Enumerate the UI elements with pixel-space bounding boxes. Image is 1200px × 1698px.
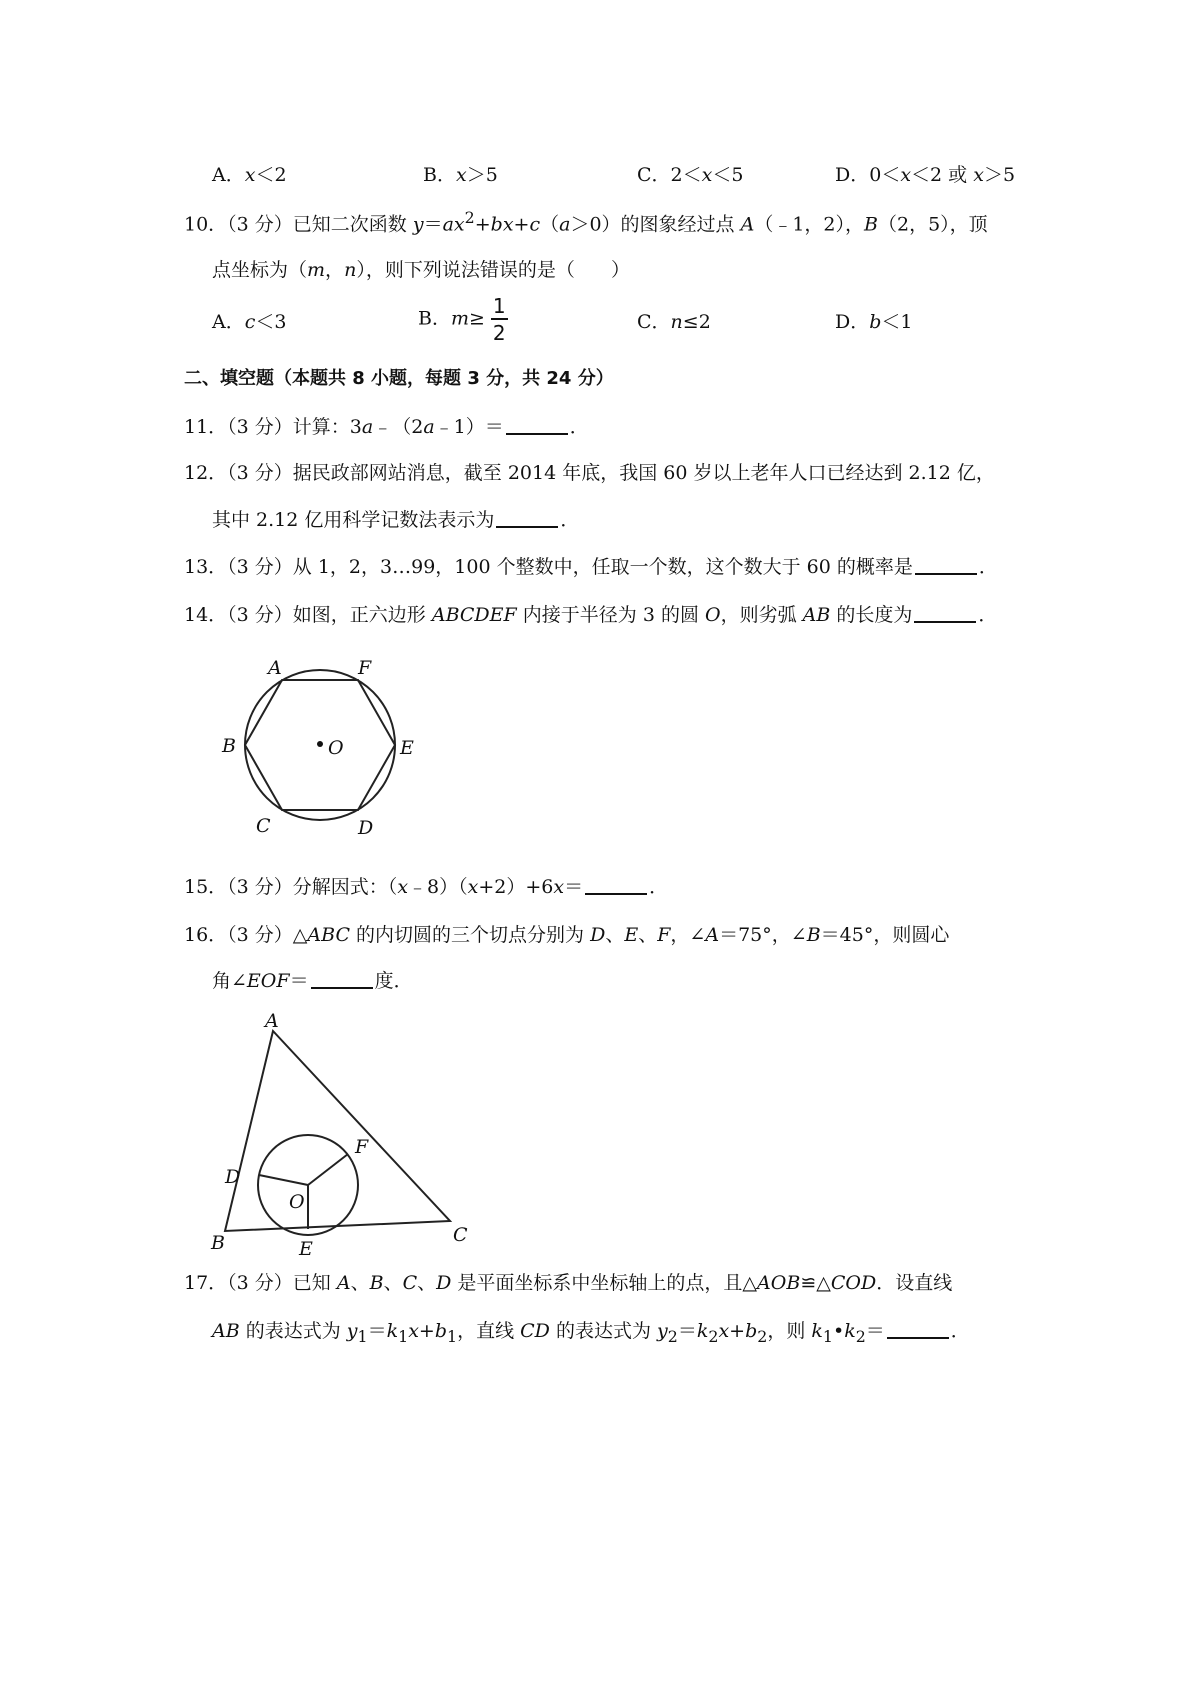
q9-option-c: C．2＜x＜5 [637,164,744,186]
q12-line2: 其中 2.12 亿用科学记数法表示为 ． [212,509,580,531]
label-b: B [222,735,236,757]
q10-line1: 10．（3 分）已知二次函数 $y=ax^2+bx+c(a>0)$的图象经过点 A（﹣1，2），B（2，5），顶 [184,208,988,236]
q16-line1: 16．（3 分）△ABC 的内切圆的三个切点分别为 D、E、F，∠A＝75°，∠B＝45°，则圆心 [184,924,950,946]
q14: 14．（3 分）如图，正六边形 ABCDEF 内接于半径为 3 的圆 O，则劣弧 AB 的长度为 ． [184,604,998,626]
q10-option-b [418,296,508,343]
radius-od [259,1175,308,1185]
center-point-o [317,741,323,747]
label-b: B [211,1232,225,1254]
q10-option-c: C．n≤2 [637,311,711,333]
q12-line1: 12．（3 分）据民政部网站消息，截至 2014 年底，我国 60 岁以上老年人口已经达到 2.12 亿， [184,462,995,484]
label-c: C [256,815,271,837]
q17-line1: 17．（3 分）已知 A、B、C、D 是平面坐标系中坐标轴上的点，且△AOB≌△COD．设直线 [184,1272,953,1294]
label-f: F [355,1136,369,1158]
label-e: E [299,1238,313,1260]
label-d: D [358,817,374,839]
q10-option-d: D．b＜1 [835,311,913,333]
q11: 11．（3 分）计算：3a﹣（2a﹣1）＝ ． [184,416,589,438]
label-a: A [268,657,282,679]
q13: 13．（3 分）从 1，2，3…99，100 个整数中，任取一个数，这个数大于 60 的概率是 ． [184,556,998,578]
label-f: F [358,657,372,679]
label-o: O [328,737,344,759]
label-c: C [453,1224,468,1246]
q15: 15．（3 分）分解因式：（x﹣8）（x+2）+6x＝ ． [184,876,669,898]
label-o: O [289,1191,305,1213]
q10-option-b-prefix: B．m≥ [418,307,485,330]
q9-option-d: D．0＜x＜2 或 x＞5 [835,164,1016,186]
figure-hexagon-circle [210,650,430,850]
q10-option-a: A．c＜3 [212,311,287,333]
label-e: E [400,737,414,759]
label-a: A [265,1010,279,1032]
triangle-abc [225,1031,450,1231]
fraction-one-half [491,296,508,343]
label-d: D [225,1166,241,1188]
radius-of [308,1154,348,1185]
section-title-fill-in: 二、填空题（本题共 8 小题，每题 3 分，共 24 分） [184,368,614,389]
q10-line2: 点坐标为（m，n），则下列说法错误的是（ ） [212,259,631,281]
q9-option-b: B．x＞5 [423,164,498,186]
figure-triangle-incircle [195,1005,485,1265]
q17-line2: AB 的表达式为 $y_1=k_1x+b_1$，直线 CD 的表达式为 $y_2=k_2x+b_2$，则 $k_1•k_2=$ ． [212,1320,970,1346]
q9-option-a: A．x＜2 [212,164,287,186]
fraction-denominator: 2 [492,321,506,345]
fraction-numerator: 1 [492,294,506,318]
q16-line2: 角∠EOF＝ 度． [212,970,413,992]
